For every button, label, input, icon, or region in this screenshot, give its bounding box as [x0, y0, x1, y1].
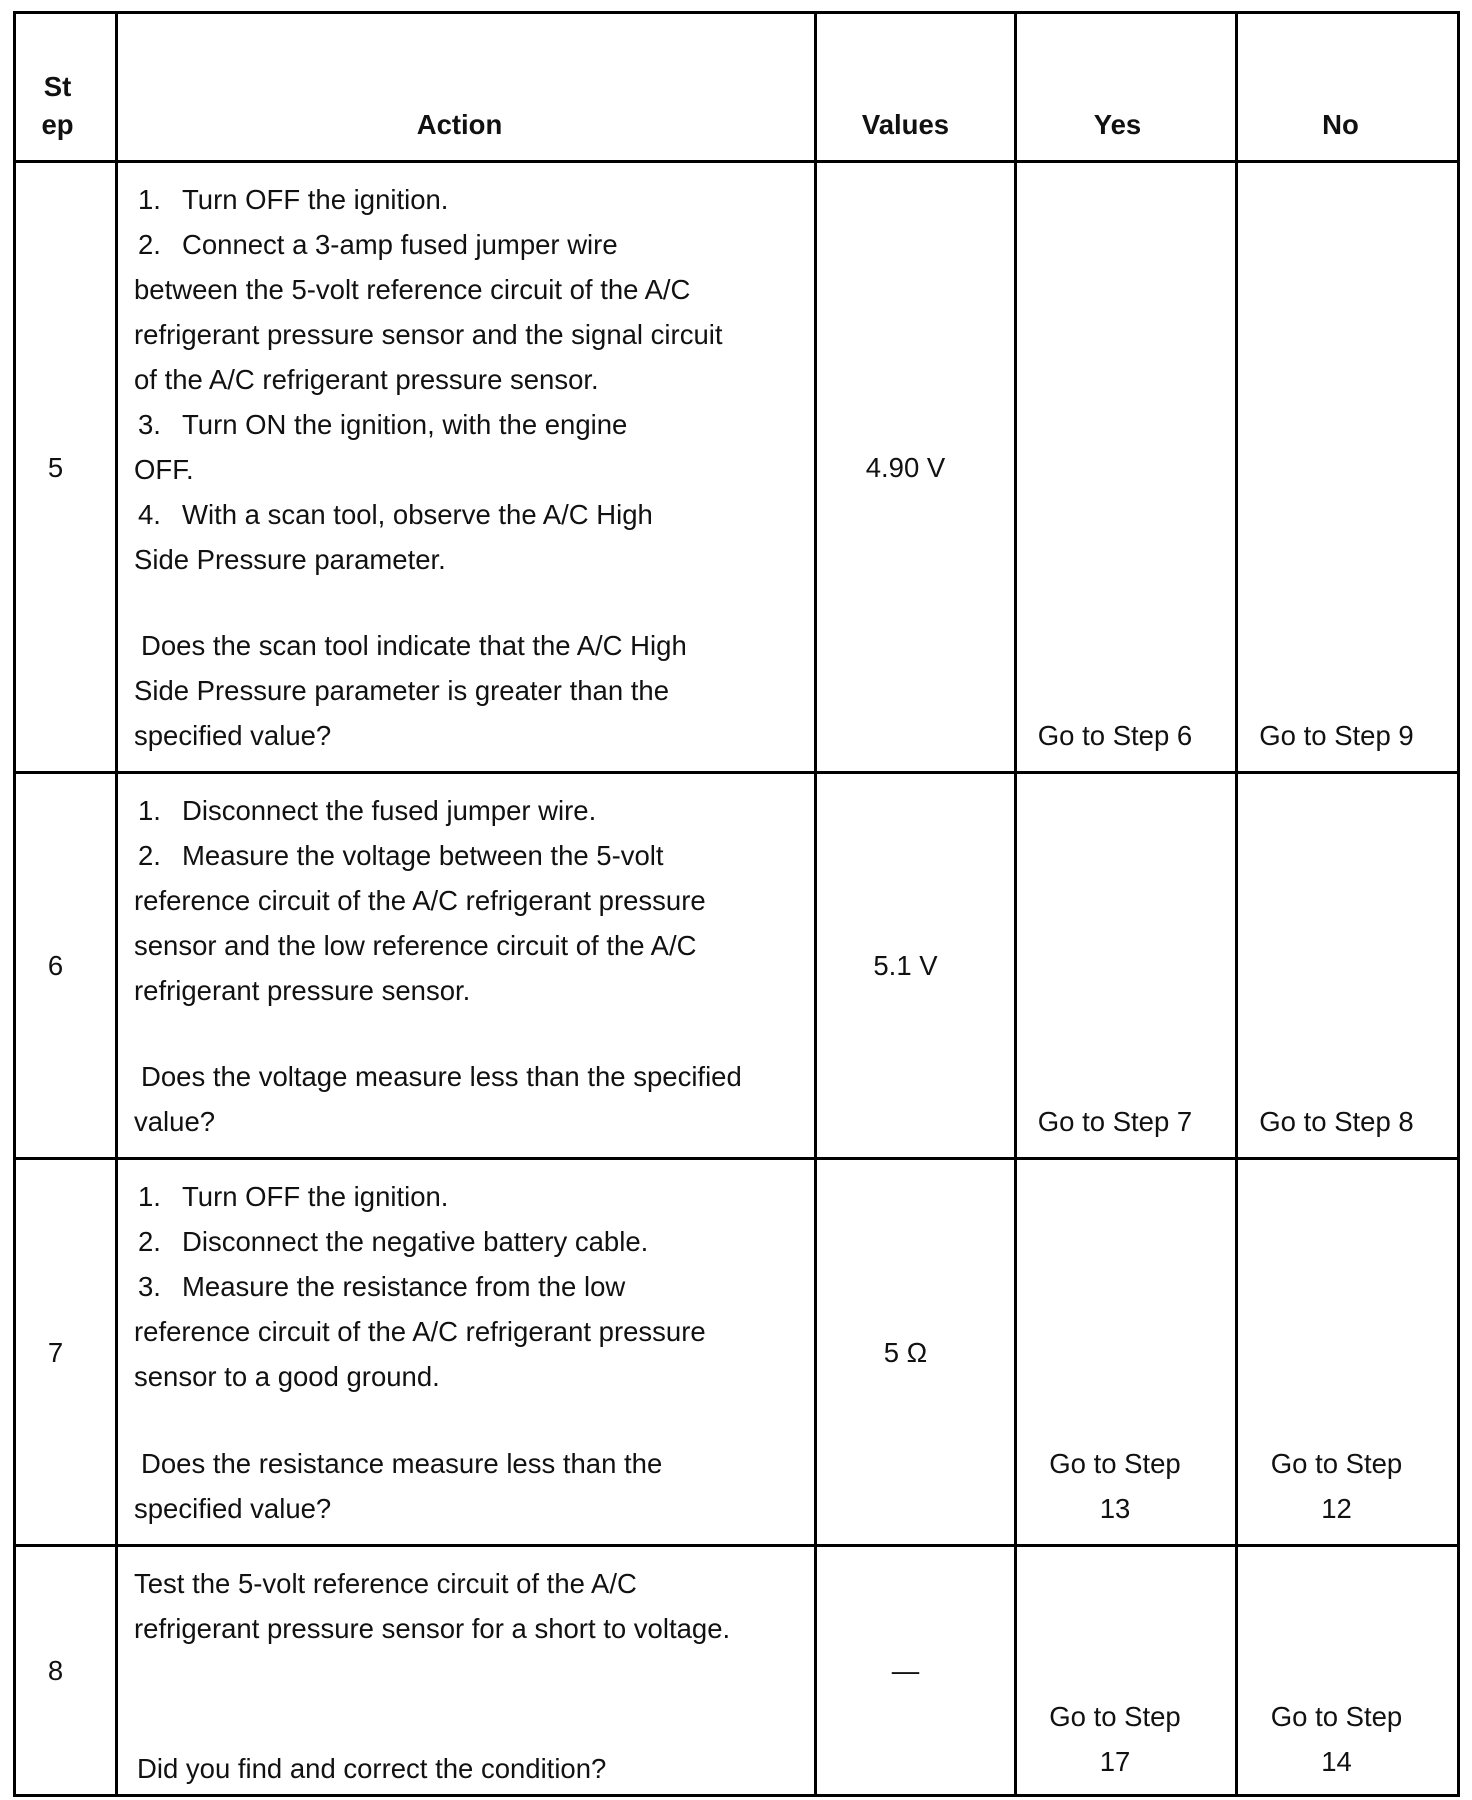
action-line: [134, 222, 806, 267]
question-line: specified value?: [134, 720, 332, 751]
header-yes-label: Yes: [1093, 109, 1142, 140]
item-text: reference circuit of the A/C refrigerant pressure: [134, 1316, 706, 1347]
action-line: [134, 1174, 806, 1219]
action-question: [134, 1441, 806, 1531]
action-cell: [118, 163, 817, 771]
step-cell: [16, 774, 118, 1157]
item-text: sensor to a good ground.: [134, 1361, 440, 1392]
header-no-label: No: [1322, 109, 1359, 140]
header-step: [16, 14, 118, 160]
no-destination: Go to Step 8: [1259, 1106, 1414, 1137]
specified-value: —: [891, 1655, 920, 1686]
header-step-line: ep: [41, 109, 74, 140]
action-question: [134, 1746, 806, 1791]
no-destination: Go to Step 9: [1259, 720, 1414, 751]
no-destination: 12: [1321, 1493, 1352, 1524]
question-line: Does the scan tool indicate that the A/C High: [141, 630, 687, 661]
header-row: [16, 14, 1460, 163]
action-line: [134, 1354, 806, 1399]
item-text: of the A/C refrigerant pressure sensor.: [134, 364, 599, 395]
item-text: Disconnect the negative battery cable.: [182, 1226, 649, 1257]
action-instructions: [134, 177, 806, 582]
action-line: [134, 833, 806, 878]
yes-destination: Go to Step: [1049, 1448, 1181, 1479]
item-number: 2.: [138, 1226, 161, 1257]
specified-value: 5.1 V: [873, 950, 938, 981]
item-text: Measure the voltage between the 5-volt: [182, 840, 664, 871]
header-action-label: Action: [416, 109, 503, 140]
action-line: [134, 1219, 806, 1264]
no-cell: [1238, 774, 1460, 1157]
action-instructions: [134, 788, 806, 1013]
no-destination: Go to Step: [1270, 1701, 1403, 1732]
no-cell: [1238, 163, 1460, 771]
yes-destination: 17: [1099, 1746, 1131, 1777]
item-text: reference circuit of the A/C refrigerant pressure: [134, 885, 706, 916]
no-destination: 14: [1321, 1746, 1352, 1777]
item-text: OFF.: [134, 454, 194, 485]
specified-value: 4.90 V: [865, 451, 946, 483]
action-question: [134, 623, 806, 758]
action-cell: [118, 1547, 817, 1794]
question-line: specified value?: [134, 1493, 332, 1524]
value-cell: [817, 1160, 1017, 1544]
item-text: Turn OFF the ignition.: [182, 1181, 449, 1212]
action-instructions: [134, 1561, 806, 1651]
action-line: [134, 537, 806, 582]
no-cell: [1238, 1547, 1460, 1794]
action-line: [134, 312, 806, 357]
yes-cell: [1017, 163, 1238, 771]
item-text: Connect a 3-amp fused jumper wire: [182, 229, 618, 260]
item-text: Turn ON the ignition, with the engine: [182, 409, 628, 440]
item-number: 3.: [138, 409, 161, 440]
item-text: refrigerant pressure sensor and the signal circuit: [134, 319, 723, 350]
item-number: 1.: [138, 1181, 161, 1212]
item-text: Test the 5-volt reference circuit of the A/C: [134, 1568, 637, 1599]
action-cell: [118, 1160, 817, 1544]
item-text: sensor and the low reference circuit of the A/C: [134, 930, 697, 961]
step-row: [16, 1547, 1460, 1797]
yes-destination: 13: [1099, 1493, 1131, 1524]
step-number: 6: [47, 950, 64, 981]
question-line: Does the resistance measure less than the: [141, 1448, 663, 1479]
action-line: [134, 968, 806, 1013]
value-cell: [817, 1547, 1017, 1794]
action-line: [134, 1309, 806, 1354]
step-cell: [16, 1547, 118, 1794]
item-text: Turn OFF the ignition.: [182, 184, 449, 215]
yes-cell: [1017, 774, 1238, 1157]
item-number: 2.: [138, 840, 161, 871]
no-destination: Go to Step: [1270, 1448, 1403, 1479]
action-line: [134, 447, 806, 492]
action-line: [134, 1561, 806, 1606]
item-text: Side Pressure parameter.: [134, 544, 446, 575]
item-number: 3.: [138, 1271, 161, 1302]
item-text: between the 5-volt reference circuit of the A/C: [134, 274, 691, 305]
action-line: [134, 267, 806, 312]
value-cell: [817, 163, 1017, 771]
step-number: 7: [47, 1336, 64, 1368]
action-instructions: [134, 1174, 806, 1399]
question-line: Side Pressure parameter is greater than the: [134, 675, 670, 706]
header-step-line: St: [43, 71, 72, 102]
yes-destination: Go to Step: [1049, 1701, 1181, 1732]
header-yes: [1017, 14, 1238, 160]
item-number: 4.: [138, 499, 161, 530]
action-line: [134, 357, 806, 402]
yes-cell: [1017, 1160, 1238, 1544]
step-cell: [16, 1160, 118, 1544]
yes-destination: Go to Step 7: [1037, 1106, 1193, 1137]
header-action: [118, 14, 817, 160]
item-number: 2.: [138, 229, 161, 260]
diagnostic-step-table: [13, 11, 1460, 1797]
step-number: 5: [47, 451, 64, 483]
action-line: [134, 1606, 806, 1651]
step-cell: [16, 163, 118, 771]
yes-cell: [1017, 1547, 1238, 1794]
item-number: 1.: [138, 795, 161, 826]
action-line: [134, 1264, 806, 1309]
item-number: 1.: [138, 184, 161, 215]
action-cell: [118, 774, 817, 1157]
action-line: [134, 177, 806, 222]
action-line: [134, 878, 806, 923]
specified-value: 5 Ω: [883, 1336, 928, 1368]
header-no: [1238, 14, 1460, 160]
item-text: Measure the resistance from the low: [182, 1271, 626, 1302]
action-line: [134, 923, 806, 968]
question-line: Does the voltage measure less than the specified: [141, 1061, 742, 1092]
action-line: [134, 402, 806, 447]
item-text: refrigerant pressure sensor.: [134, 975, 471, 1006]
header-values-label: Values: [861, 109, 950, 140]
question-line: Did you find and correct the condition?: [137, 1753, 607, 1784]
no-cell: [1238, 1160, 1460, 1544]
item-text: refrigerant pressure sensor for a short to voltage.: [134, 1613, 731, 1644]
value-cell: [817, 774, 1017, 1157]
item-text: With a scan tool, observe the A/C High: [182, 499, 653, 530]
step-row: [16, 163, 1460, 774]
item-text: Disconnect the fused jumper wire.: [182, 795, 597, 826]
step-row: [16, 774, 1460, 1160]
header-values: [817, 14, 1017, 160]
yes-destination: Go to Step 6: [1037, 720, 1193, 751]
action-line: [134, 788, 806, 833]
action-line: [134, 492, 806, 537]
question-line: value?: [134, 1106, 216, 1137]
step-row: [16, 1160, 1460, 1547]
step-number: 8: [47, 1655, 64, 1686]
action-question: [134, 1054, 806, 1144]
